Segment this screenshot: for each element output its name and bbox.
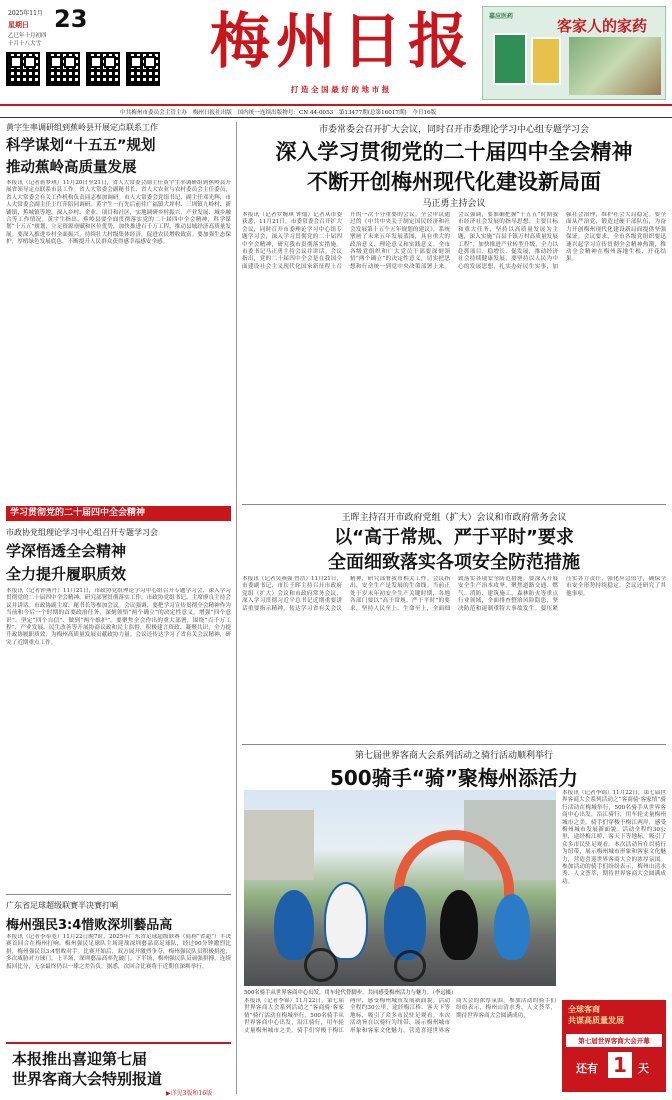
countdown-prefix: 还有 <box>576 1062 598 1075</box>
cycling-story <box>242 748 666 1094</box>
lunar-date-2: 十月十八大雪 <box>8 41 42 47</box>
story-headline[interactable]: 科学谋划“十五五”规划 <box>6 138 156 154</box>
lead-headline[interactable]: 不断开创梅州现代化建设新局面 <box>307 170 601 194</box>
cyclist-figure <box>384 886 426 960</box>
cyclist-figure <box>440 890 478 960</box>
cycling-photo[interactable] <box>244 790 556 986</box>
safety-headline[interactable]: 全面细致落实各项安全防范措施 <box>328 552 580 573</box>
qr-code-1[interactable] <box>6 52 40 86</box>
countdown-ad[interactable] <box>562 1000 666 1092</box>
masthead-rule <box>0 104 672 106</box>
date-day: 23 <box>54 5 88 33</box>
countdown-number: 1 <box>608 1052 632 1078</box>
lead-kicker: 市委常委会召开扩大会议，同时召开市委理论学习中心组专题学习会 <box>318 125 589 135</box>
column-separator <box>236 122 237 1094</box>
masthead-info-line: 中共梅州市委员会主管主办 梅州日报社出版 国内统一连续出版物号：CN 44-0053 第13477期(总第16017期) 今日16版 <box>120 110 437 116</box>
story-kicker: 市政协党组理论学习中心组召开专题学习会 <box>6 528 158 537</box>
bicycle-wheel <box>304 948 338 982</box>
special-report-ad[interactable] <box>6 1042 231 1097</box>
masthead-rule-2 <box>0 117 672 118</box>
qr-code-2[interactable] <box>46 52 80 86</box>
countdown-title2: 共谋高质量发展 <box>568 1016 624 1025</box>
photo-caption: 500名骑手从世界客商中心出发，用车轮代替脚步，共同感受梅州活力与魅力。（李远摄） <box>244 990 457 996</box>
safety-kicker: 王晖主持召开市政府党组（扩大）会议和市政府常务会议 <box>341 513 567 523</box>
story-kicker: 黄宇生率调研组到蕉岭县开展定点联系工作 <box>6 123 158 132</box>
ad-logo: 嘉应医药 <box>489 13 514 20</box>
cycling-body: 本报讯（记者李锦）11月22日，第七届世界客商大会系列活动之“客商骑·客家情”骑行活动在梅城举行，500名骑手从世界客商中心出发，沿江骑行，用车轮丈量梅州城市之美。骑手们穿梭于梅江两岸，感受梅州城市发展新面貌。活动全程约30公里，途经梅江桥、客天下等地标，吸引了众多市民驻足观看。本次活动旨在以骑行为纽带，展示梅州城市形象和客家文化魅力，营造喜迎世界客商大会的浓厚氛围。参加活动的骑手们纷纷表示，梅州山清水秀、人文荟萃，期待世界客商大会圆满成功。 <box>244 998 556 1034</box>
lead-story <box>242 122 666 502</box>
left-column <box>6 122 231 1097</box>
safety-story <box>242 510 666 742</box>
masthead-slogan: 打 造 全 国 最 好 的 地 市 报 <box>290 85 390 94</box>
family-photo <box>569 37 661 95</box>
countdown-suffix: 天 <box>638 1062 649 1075</box>
date-weekday: 星期日 <box>8 20 29 29</box>
countdown-title1: 全球客商 <box>568 1005 600 1014</box>
date-month: 2025年11月 <box>8 10 43 17</box>
special-report-ref[interactable]: ▶详见3版和16版 <box>166 1090 213 1097</box>
story-body: 本报讯（记者李奉宽）11月22日晚7时，2025年广东省足球超级联赛（简称“省超”）半决赛首回合在梅州打响。梅州强民足球队主场迎战深圳藝品高足球队，经过90分钟激烈比拼，梅州强民以3:4惜败对手。比赛开始后，双方展开激烈争夺，梅州强民队员积极拼抢，多次威胁对方球门。上半场，深圳藝品高率先破门。下半场，梅州强民队员顽强拼搏，连续扳回比分，无奈最终仍以一球之差告负。据悉，次回合比赛将于近期在深圳举行。 <box>6 934 231 970</box>
cyclist-figure <box>324 882 368 960</box>
medicine-box-icon <box>493 33 527 85</box>
special-report-line1: 本报推出喜迎第七届 <box>12 1050 148 1068</box>
column-divider <box>6 894 231 895</box>
story-body: 本报讯（记者蒋梦琪）11月20日至21日，省人大常委会副主任黄宇生率调研组到蕉岭县开展省领导定点联系市县工作。省人大常委会副秘书长、省人大农业与农村委员会主任委员，省人大常委会有关工作机构负责同志参加调研。市人大常委会党组书记、副主任邓光辉，市人大常委会副主任王红萍陪同调研。黄宇生一行先后前往广福镇大坪村、三圳镇九岭村、新铺镇、蕉城镇等地，深入乡村、企业、项目和社区，实地调研乡村振兴、产业发展、城乡融合等工作情况。黄宇生指出，蕉岭县要全面贯彻落实党的二十届四中全会精神，科学谋划“十五五”规划，立足资源禀赋和区位优势，加快推进百千万工程，推动县域经济高质量发展。要深入推进乡村全面振兴，持续壮大村级集体经济，促进农民增收致富。要加强生态保护，厚植绿色发展底色，不断提升人民群众获得感幸福感安全感。 <box>6 180 231 246</box>
building-shape <box>244 810 314 880</box>
lead-headline[interactable]: 深入学习贯彻党的二十届四中全会精神 <box>275 140 633 164</box>
lunar-date-1: 乙巳年十月初四 <box>8 33 47 39</box>
lead-subhead: 马正勇主持会议 <box>422 199 486 209</box>
lead-body: 本报讯（记者罗婉琪 钟灿）记者从市委获悉，11月21日，市委常委会召开扩大会议，同时召开市委理论学习中心组专题学习会，深入学习贯彻党的二十届四中全会精神，研究我市贯彻落实措施。市委书记马正勇主持会议并讲话。会议指出，党的二十届四中全会是在我国全面建设社会主义现代化国家新征程上召开的一次十分重要的会议。全会审议通过的《中共中央关于制定国民经济和社会发展第十五个五年规划的建议》，系统擘画了未来五年发展蓝图，具有重大的政治意义、理论意义和实践意义。全市各级党组织和广大党员干部要深刻领悟“两个确立”的决定性意义，切实把思想和行动统一到党中央决策部署上来。会议强调，要准确把握“十五五”时期我市经济社会发展的指导思想、主要目标和重大任务，坚持以高质量发展为主题，深入实施“百县千镇万村高质量发展工程”，加快推进产业转型升级，全力以赴抓项目、稳增长、促发展，推动经济社会持续健康发展。要坚持以人民为中心的发展思想，扎实办好民生实事，加强社会治理，维护社会大局稳定。要全面从严治党，锻造过硬干部队伍，为奋力开创梅州现代化建设新局面提供坚强保证。会议要求，全市各级党组织要迅速兴起学习宣传贯彻全会精神热潮，推动全会精神在梅州落地生根、开花结果。 <box>242 212 666 270</box>
special-report-line2: 世界客商大会特别报道 <box>12 1070 163 1088</box>
story-headline[interactable]: 推动蕉岭高质量发展 <box>6 160 137 176</box>
bicycle-wheel <box>394 950 426 982</box>
story-headline[interactable]: 梅州强民3:4惜败深圳藝品高 <box>6 918 173 933</box>
section-banner: 学习贯彻党的二十届四中全会精神 <box>6 506 231 521</box>
countdown-event: 第七届世界客商大会开幕 <box>566 1034 662 1047</box>
section-divider <box>242 744 666 745</box>
ad-title: 客家人的家药 <box>557 17 648 35</box>
masthead-title: 梅州日报 <box>210 7 474 77</box>
pharma-ad[interactable] <box>482 6 666 100</box>
medicine-box-icon <box>531 37 561 85</box>
cycling-body-side: 本报讯（记者李锦）11月22日，第七届世界客商大会系列活动之“客商骑·客家情”骑行活动在梅城举行，500名骑手从世界客商中心出发，沿江骑行，用车轮丈量梅州城市之美。骑手们穿梭于梅江两岸，感受梅州城市发展新面貌。活动全程约30公里，途经梅江桥、客天下等地标，吸引了众多市民驻足观看。本次活动旨在以骑行为纽带，展示梅州城市形象和客家文化魅力，营造喜迎世界客商大会的浓厚氛围。参加活动的骑手们纷纷表示，梅州山清水秀、人文荟萃，期待世界客商大会圆满成功。 <box>562 790 666 885</box>
cyclist-figure <box>274 890 314 960</box>
section-divider <box>242 504 666 505</box>
cycling-kicker: 第七届世界客商大会系列活动之骑行活动顺利举行 <box>354 751 553 761</box>
story-headline[interactable]: 学深悟透全会精神 <box>6 542 127 560</box>
safety-body: 本报讯（记者吴燕强 曾浩）11月21日，市委副书记、市长王晖主持召开市政府党组（扩大）会议和市政府常务会议，深入学习贯彻习近平总书记近期重要讲话重要指示精神，传达学习省有关会议精神，研究部署我市相关工作。会议指出，安全生产是发展的生命线。当前正处于岁末年初安全生产关键时期，各地各部门要以“高于常规、严于平时”的要求，坚持人民至上、生命至上，全面细致落实各项安全防范措施。要深入开展安全生产治本攻坚，聚焦道路交通、燃气、消防、建筑施工、森林防火等重点行业领域，全面排查整治风险隐患，坚决防范和遏制重特大事故发生。要压紧压实各方责任，强化应急值守，确保全市安全形势持续稳定。会议还研究了其他事项。 <box>242 576 666 612</box>
story-body: 本报讯（记者钟燕丹）11月21日，市政协党组理论学习中心组召开专题学习会，深入学习贯彻党的二十届四中全会精神，研究部署贯彻落实工作。市政协党组书记、主席廖良主持会议并讲话。市政协副主席、秘书长等参加会议。会议强调，要把学习宣传贯彻全会精神作为当前和今后一个时期的首要政治任务，深刻领悟“两个确立”的决定性意义，增强“四个意识”、坚定“四个自信”、做到“两个维护”。要聚焦全会作出的重大部署，围绕“百千万工程”、产业发展、民生改善等开展协商议政和民主监督，积极建言资政、凝聚共识，全力提升政协履职质效，为梅州高质量发展贡献政协力量。会议还传达学习了省有关会议精神，研究了近期重点工作。 <box>6 588 231 646</box>
safety-headline[interactable]: 以“高于常规、严于平时”要求 <box>334 527 574 548</box>
cyclist-figure <box>494 894 530 960</box>
story-headline[interactable]: 全力提升履职质效 <box>6 565 127 583</box>
qr-code-3[interactable] <box>86 52 120 86</box>
story-kicker: 广东省足球超级联赛半决赛打响 <box>6 901 118 910</box>
cycling-headline[interactable]: 500骑手“骑”聚梅州添活力 <box>329 766 579 790</box>
qr-code-4[interactable] <box>126 52 160 86</box>
